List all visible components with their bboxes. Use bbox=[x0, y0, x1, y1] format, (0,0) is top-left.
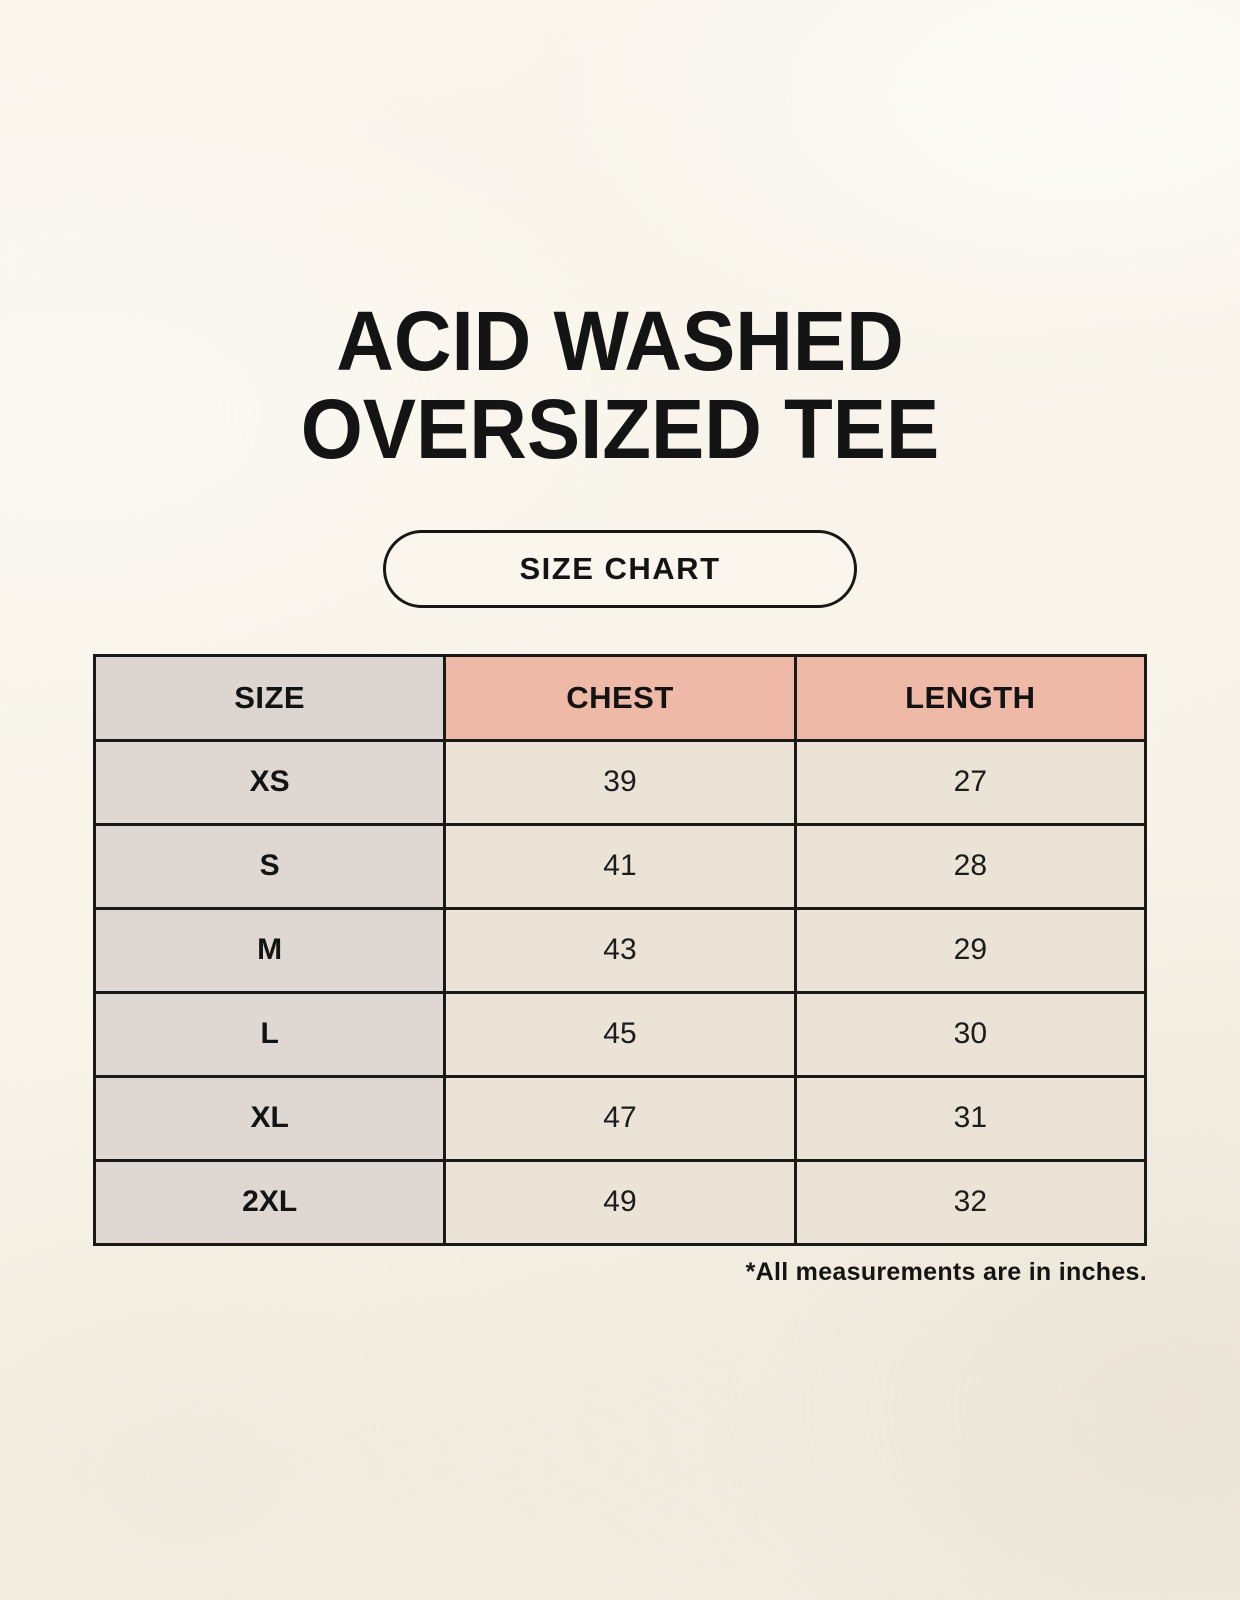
size-chart-table bbox=[93, 654, 1147, 1246]
column-header-chest: CHEST bbox=[445, 655, 795, 740]
length-value: 32 bbox=[795, 1160, 1145, 1244]
size-label: XL bbox=[95, 1076, 445, 1160]
size-label: L bbox=[95, 992, 445, 1076]
chest-value: 41 bbox=[445, 824, 795, 908]
chest-value: 49 bbox=[445, 1160, 795, 1244]
table-row-l bbox=[95, 992, 1146, 1076]
table-row-xs bbox=[95, 740, 1146, 824]
chest-value: 39 bbox=[445, 740, 795, 824]
length-value: 28 bbox=[795, 824, 1145, 908]
table-row-m bbox=[95, 908, 1146, 992]
size-chart-button-label: SIZE CHART bbox=[519, 550, 721, 586]
size-label: XS bbox=[95, 740, 445, 824]
column-header-length: LENGTH bbox=[795, 655, 1145, 740]
product-title-line1: ACID WASHED bbox=[336, 294, 904, 388]
size-chart-page bbox=[0, 294, 1240, 1600]
table-row-xl bbox=[95, 1076, 1146, 1160]
length-value: 30 bbox=[795, 992, 1145, 1076]
length-value: 27 bbox=[795, 740, 1145, 824]
size-chart-button[interactable] bbox=[383, 530, 857, 608]
table-header-row bbox=[95, 655, 1146, 740]
chest-value: 43 bbox=[445, 908, 795, 992]
product-title-line2: OVERSIZED TEE bbox=[300, 381, 940, 476]
size-label: 2XL bbox=[95, 1160, 445, 1244]
product-title bbox=[31, 294, 1209, 476]
measurements-footnote: *All measurements are in inches. bbox=[745, 1257, 1147, 1286]
chest-value: 45 bbox=[445, 992, 795, 1076]
length-value: 29 bbox=[795, 908, 1145, 992]
size-label: M bbox=[95, 908, 445, 992]
chest-value: 47 bbox=[445, 1076, 795, 1160]
table-row-2xl bbox=[95, 1160, 1146, 1244]
table-row-s bbox=[95, 824, 1146, 908]
size-label: S bbox=[95, 824, 445, 908]
length-value: 31 bbox=[795, 1076, 1145, 1160]
column-header-size: SIZE bbox=[95, 655, 445, 740]
